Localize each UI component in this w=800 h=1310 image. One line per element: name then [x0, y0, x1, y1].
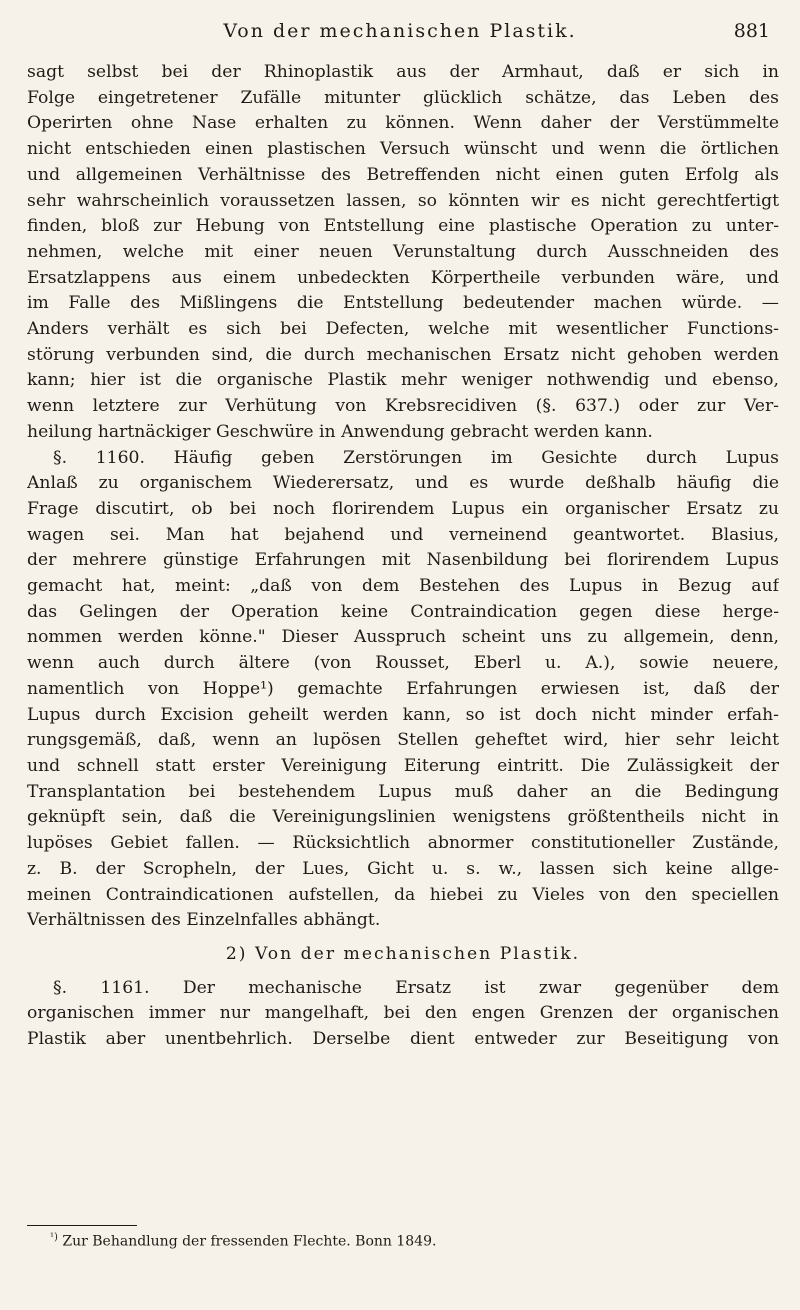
text-line: Folge eingetretener Zufälle mitunter glücklich schätze, das Leben des: [27, 87, 779, 108]
page-number: 881: [733, 20, 770, 42]
text-line: kann; hier ist die organische Plastik mehr weniger nothwendig und ebenso,: [27, 370, 779, 391]
text-line: nicht entschieden einen plastischen Versuch wünscht und wenn die örtlichen: [27, 139, 779, 160]
text-line: und allgemeinen Verhältnisse des Betreffenden nicht einen guten Erfolg als: [27, 164, 779, 185]
text-line: und schnell statt erster Vereinigung Eiterung eintritt. Die Zulässigkeit der: [27, 755, 779, 776]
running-title: Von der mechanischen Plastik.: [223, 20, 577, 42]
text-line: meinen Contraindicationen aufstellen, da hiebei zu Vieles von den speciellen: [27, 884, 779, 905]
footnote-marker: ¹): [50, 1232, 58, 1243]
paragraph-2: [27, 446, 779, 934]
text-line: Anders verhält es sich bei Defecten, welche mit wesentlicher Functions-: [27, 319, 779, 340]
text-line: rungsgemäß, daß, wenn an lupösen Stellen geheftet wird, hier sehr leicht: [27, 730, 779, 751]
text-line: wenn letztere zur Verhütung von Krebsrecidiven (§. 637.) oder zur Ver-: [27, 396, 779, 417]
text-line: §. 1161. Der mechanische Ersatz ist zwar gegenüber dem: [53, 977, 779, 998]
section-heading: 2) Von der mechanischen Plastik.: [225, 943, 581, 964]
footnote: [50, 1232, 436, 1250]
footnote-text: Zur Behandlung der fressenden Flechte. Bonn 1849.: [62, 1233, 437, 1250]
text-line: geknüpft sein, daß die Vereinigungslinien wenigstens größtentheils nicht in: [27, 807, 779, 828]
text-line: nehmen, welche mit einer neuen Verunstaltung durch Ausschneiden des: [27, 241, 779, 262]
text-line: der mehrere günstige Erfahrungen mit Nasenbildung bei florirendem Lupus: [27, 550, 779, 571]
text-line: gemacht hat, meint: „daß von dem Bestehen des Lupus in Bezug auf: [27, 576, 779, 597]
page-header: [30, 20, 770, 50]
text-line: sehr wahrscheinlich voraussetzen lassen, so könnten wir es nicht gerechtfertigt: [27, 190, 779, 211]
text-line: Ersatzlappens aus einem unbedeckten Körpertheile verbunden wäre, und: [27, 267, 779, 288]
text-line: heilung hartnäckiger Geschwüre in Anwendung gebracht werden kann.: [27, 421, 653, 442]
text-line: Frage discutirt, ob bei noch florirendem Lupus ein organischer Ersatz zu: [27, 498, 779, 519]
text-line: organischen immer nur mangelhaft, bei den engen Grenzen der organischen: [27, 1003, 779, 1024]
text-line: nommen werden könne." Dieser Ausspruch scheint uns zu allgemein, denn,: [27, 627, 779, 648]
text-line: lupöses Gebiet fallen. — Rücksichtlich abnormer constitutioneller Zustände,: [27, 833, 779, 854]
text-line: wenn auch durch ältere (von Rousset, Eberl u. A.), sowie neuere,: [27, 653, 779, 674]
text-line: Operirten ohne Nase erhalten zu können. Wenn daher der Verstümmelte: [27, 113, 779, 134]
footnote-divider: [27, 1225, 137, 1226]
text-line: Lupus durch Excision geheilt werden kann, so ist doch nicht minder erfah-: [27, 704, 779, 725]
text-line: Transplantation bei bestehendem Lupus muß daher an die Bedingung: [27, 781, 779, 802]
paragraph-3: [27, 976, 779, 1053]
paragraph-1: [27, 60, 779, 446]
text-line: §. 1160. Häufig geben Zerstörungen im Gesichte durch Lupus: [53, 447, 779, 468]
text-line: im Falle des Mißlingens die Entstellung bedeutender machen würde. —: [27, 293, 779, 314]
text-line: sagt selbst bei der Rhinoplastik aus der Armhaut, daß er sich in: [27, 62, 779, 82]
text-line: z. B. der Scropheln, der Lues, Gicht u. s. w., lassen sich keine allge-: [27, 858, 779, 879]
text-line: das Gelingen der Operation keine Contraindication gegen diese herge-: [27, 601, 779, 622]
text-line: Plastik aber unentbehrlich. Derselbe dient entweder zur Beseitigung von: [27, 1029, 779, 1050]
text-line: finden, bloß zur Hebung von Entstellung eine plastische Operation zu unter-: [27, 216, 779, 237]
text-line: Verhältnissen des Einzelnfalles abhängt.: [27, 910, 381, 931]
text-line: störung verbunden sind, die durch mechanischen Ersatz nicht gehoben werden: [27, 344, 779, 365]
text-line: namentlich von Hoppe¹) gemachte Erfahrungen erwiesen ist, daß der: [27, 678, 779, 699]
page-body: [27, 60, 779, 1053]
text-line: Anlaß zu organischem Wiederersatz, und es wurde deßhalb häufig die: [27, 473, 779, 494]
text-line: wagen sei. Man hat bejahend und verneinend geantwortet. Blasius,: [27, 524, 779, 545]
